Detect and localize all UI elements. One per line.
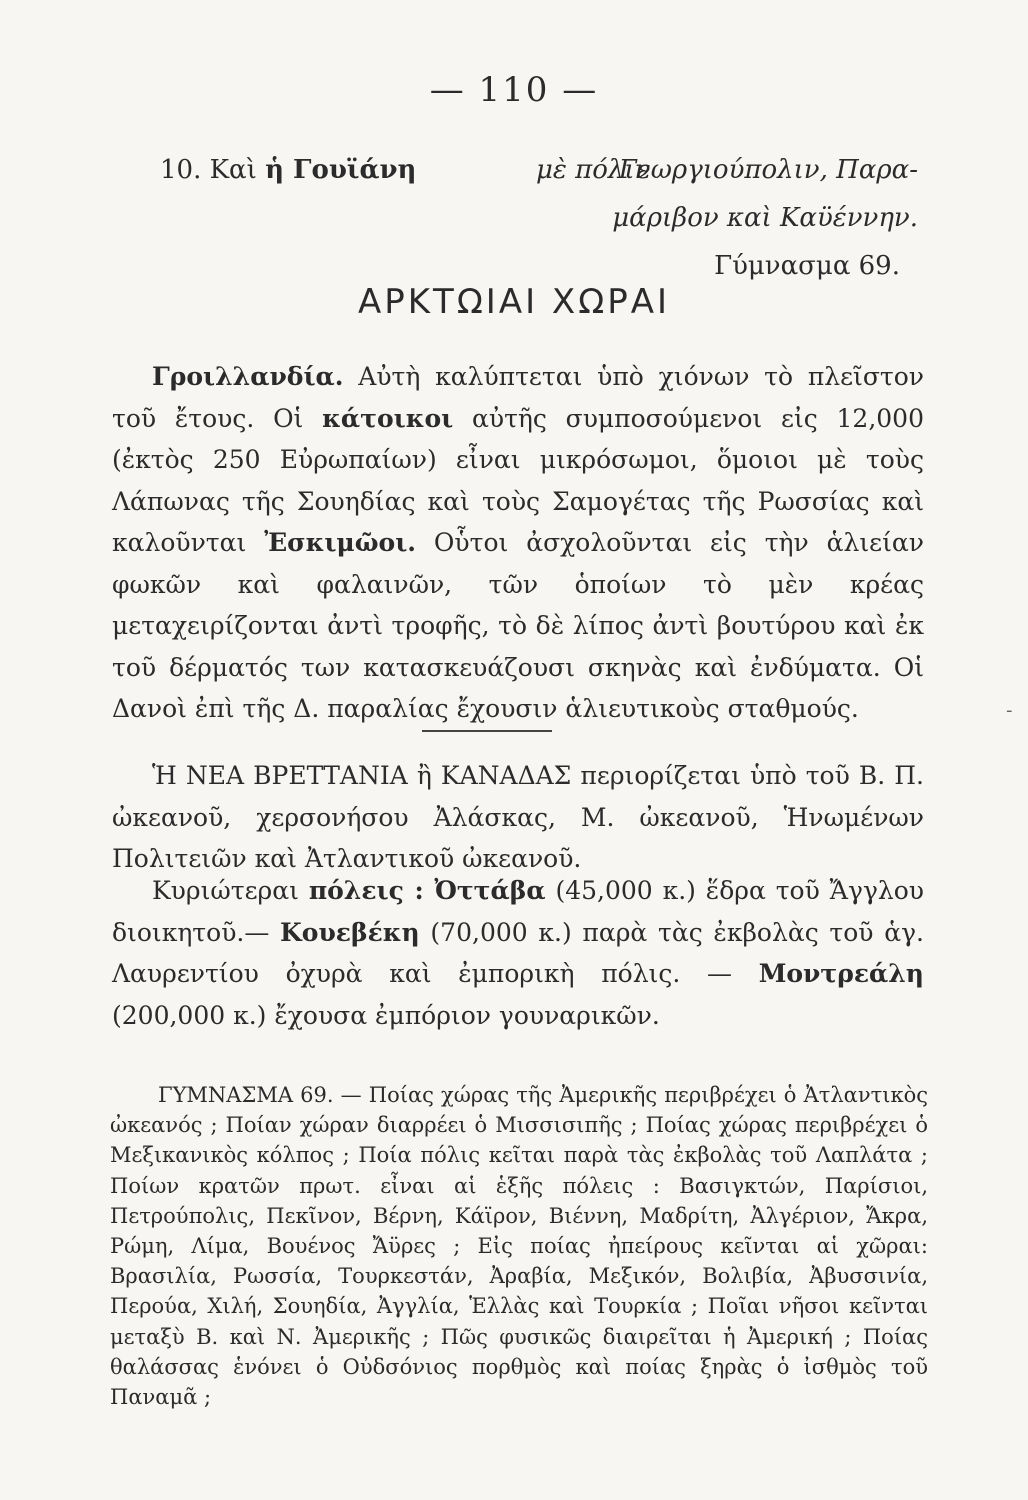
canada-text: περιορίζεται ὑπὸ τοῦ Β. Π. ὠκεανοῦ, χερσονήσου Ἀλάσκας, Μ. ὠκεανοῦ, Ἡνωμένων Πολιτειῶν καὶ Ἀτλαντικοῦ ὠκεανοῦ.: [112, 761, 925, 873]
greenland-paragraph: [112, 356, 924, 730]
cities-text-4: (200,000 κ.) ἔχουσα ἐμπόριον γουναρικῶν.: [112, 1000, 660, 1030]
canada-paragraph: [112, 755, 924, 880]
greenland-text-3: Οὗτοι ἀσχολοῦνται εἰς τὴν ἁλιείαν φωκῶν καὶ φαλαινῶν, τῶν ὁποίων τὸ μὲν κρέας μεταχειρίζονται ἀντὶ τροφῆς, τὸ δὲ λίπος ἀντὶ βουτύρου καὶ ἐκ τοῦ δέρματός των κατασκευάζουσι σκηνὰς καὶ ἐνδύματα. Οἱ Δανοὶ ἐπὶ τῆς Δ. παραλίας ἔχουσιν ἁλιευτικοὺς σταθμούς.: [112, 528, 924, 723]
entry-cities-line1: Γεωργιούπολιν, Παρα-: [618, 155, 918, 185]
entry-gymnasma-ref: Γύμνασμα 69.: [714, 251, 900, 281]
entry-with-cities: μὲ πόλιν: [536, 155, 651, 185]
greenland-text-2: αὐτῆς συμποσούμενοι εἰς 12,000 (ἐκτὸς 250 Εὐρωπαίων) εἶναι μικρόσωμοι, ὅμοιοι μὲ τοὺς Λάπωνας τῆς Σουηδίας καὶ τοὺς Σαμογέτας τῆς Ρωσσίας καὶ καλοῦνται: [112, 403, 924, 557]
greenland-bold-eskimos: Ἐσκιμῶοι.: [264, 528, 417, 557]
greenland-bold-inhabitants: κάτοικοι: [322, 403, 454, 433]
canada-cities-paragraph: [112, 870, 924, 1036]
entry-cities: [598, 146, 918, 290]
entry-country-name: ἡ Γουϊάνη: [265, 155, 417, 185]
cities-text-3: (70,000 κ.) παρὰ τὰς ἐκβολὰς τοῦ ἁγ. Λαυρεντίου ὀχυρὰ καὶ ἐμπορικὴ πόλις. —: [112, 917, 924, 988]
page-number: — 110 —: [429, 70, 599, 110]
cities-bold-quebec: Κουεβέκη: [280, 917, 420, 947]
exercise-paragraph: [110, 1080, 928, 1412]
entry-cities-line2: μάριβον καὶ Καϋέννην.: [612, 203, 918, 233]
greenland-heading: Γροιλλανδία.: [152, 362, 344, 391]
cities-bold-ottawa: πόλεις : Ὀττάβα: [308, 876, 546, 905]
cities-text-1: Κυριώτεραι: [152, 876, 309, 905]
margin-mark: -: [1006, 700, 1013, 721]
section-title: ΑΡΚΤΩΙΑΙ ΧΩΡΑΙ: [358, 282, 670, 322]
section-divider: [422, 730, 552, 732]
cities-bold-montreal: Μοντρεάλη: [758, 959, 924, 988]
cities-text-2: (45,000 κ.) ἕδρα τοῦ Ἄγγλου διοικητοῦ.—: [112, 876, 924, 947]
greenland-text-1: Αὐτὴ καλύπτεται ὑπὸ χιόνων τὸ πλεῖστον τοῦ ἔτους. Οἱ: [112, 362, 924, 433]
guiana-entry-title: [160, 146, 416, 194]
canada-heading: Ἡ ΝΕΑ ΒΡΕΤΤΑΝΙΑ ἢ ΚΑΝΑΔΑΣ: [152, 761, 572, 790]
exercise-text: — Ποίας χώρας τῆς Ἀμερικῆς περιβρέχει ὁ Ἀτλαντικὸς ὠκεανός ; Ποίαν χώραν διαρρέει ὁ Μισσισιπῆς ; Ποίας χώρας περιβρέχει ὁ Μεξικανικὸς κόλπος ; Ποία πόλις κεῖται παρὰ τὰς ἐκβολὰς τοῦ Λαπλάτα ; Ποίων κρατῶν πρωτ. εἶναι αἱ ἑξῆς πόλεις : Βασιγκτών, Παρίσιοι, Πετρούπολις, Πεκῖνον, Βέρνη, Κάϊρον, Βιέννη, Μαδρίτη, Ἀλγέριον, Ἄκρα, Ρώμη, Λίμα, Βουένος Ἄϋρες ; Εἰς ποίας ἠπείρους κεῖνται αἱ χῶραι: Βρασιλία, Ρωσσία, Τουρκεστάν, Ἀραβία, Μεξικόν, Βολιβία, Ἀβυσσινία, Περούα, Χιλή, Σουηδία, Ἀγγλία, Ἑλλὰς καὶ Τουρκία ; Ποῖαι νῆσοι κεῖνται μεταξὺ Β. καὶ Ν. Ἀμερικῆς ; Πῶς φυσικῶς διαιρεῖται ἡ Ἀμερική ; Ποίας θαλάσσας ἑνόνει ὁ Οὐδσόνιος πορθμὸς καὶ ποίας ξηρὰς ὁ ἰσθμὸς τοῦ Παναμᾶ ;: [110, 1083, 928, 1410]
exercise-heading: ΓΥΜΝΑΣΜΑ 69.: [158, 1083, 334, 1107]
entry-number-label: 10. Καὶ: [160, 155, 257, 185]
